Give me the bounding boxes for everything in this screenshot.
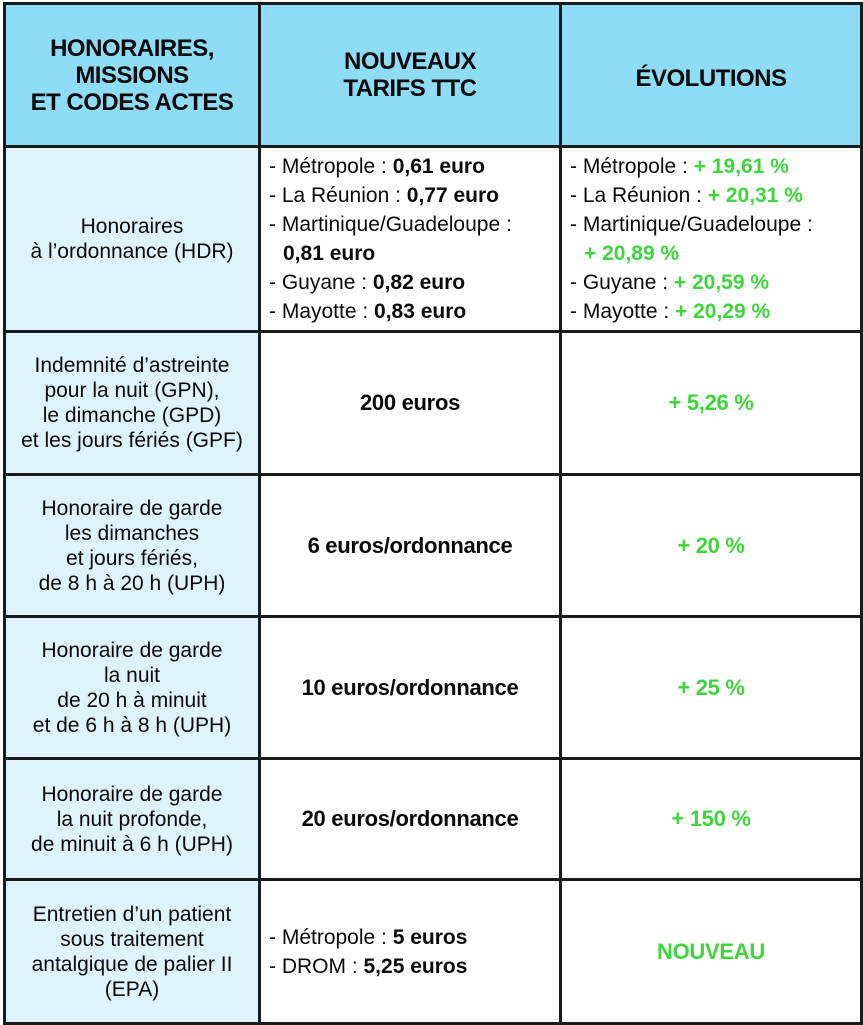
label-line: et jours fériés, [66, 546, 198, 570]
tarif-value: 5,25 euros [363, 954, 468, 978]
label-line: pour la nuit (GPN), [44, 379, 220, 402]
list-item [269, 239, 555, 268]
header-line: ÉVOLUTIONS [635, 65, 787, 92]
evolution-value: + 20 % [561, 475, 862, 617]
header-line: TARIFS TTC [343, 75, 477, 102]
list-item [269, 152, 555, 181]
evolution-value: + 20,29 % [675, 300, 771, 323]
label-line: antalgique de palier II [31, 952, 233, 976]
evolution-value: + 150 % [561, 759, 862, 880]
label-line: la nuit [103, 663, 161, 687]
region-label: - Mayotte : [570, 300, 676, 323]
tarif-value: 0,82 euro [372, 271, 466, 294]
list-item [570, 268, 856, 297]
label-line: Entretien d’un patient [32, 902, 232, 926]
label-line: à l’ordonnance (HDR) [30, 240, 234, 263]
list-item [269, 923, 555, 952]
table-row [5, 617, 862, 759]
region-label: - Mayotte : [269, 300, 375, 323]
tarif-value: 5 euros [392, 925, 468, 949]
row-label [5, 617, 260, 759]
region-label: - Martinique/Guadeloupe : [570, 213, 813, 236]
tarif-value: 0,77 euro [406, 184, 499, 207]
label-line: le dimanche (GPD) [42, 404, 222, 427]
tarif-value: 10 euros/ordonnance [260, 617, 561, 759]
label-line: de 8 h à 20 h (UPH) [38, 571, 226, 595]
header-honoraires [5, 4, 260, 147]
label-line: sous traitement [60, 927, 204, 951]
label-line: (EPA) [104, 977, 160, 1001]
list-item [269, 297, 555, 326]
list-item [570, 297, 856, 326]
label-line: Honoraire de garde [41, 638, 223, 662]
list-item [269, 952, 555, 981]
region-label: - Guyane : [570, 271, 674, 294]
region-label: - Martinique/Guadeloupe : [269, 213, 512, 236]
list-item [269, 181, 555, 210]
evolution-value: + 5,26 % [561, 332, 862, 475]
row-label [5, 759, 260, 880]
list-item [570, 210, 856, 239]
tariff-table-container [3, 2, 860, 1022]
header-evolutions [561, 4, 862, 147]
tariff-table [3, 2, 863, 1025]
tarif-value: 200 euros [260, 332, 561, 475]
region-label: - Métropole : [269, 925, 393, 949]
tarif-list [260, 147, 561, 332]
label-line: et de 6 h à 8 h (UPH) [32, 713, 232, 737]
label-line: Honoraire de garde [41, 782, 223, 806]
region-label: - Guyane : [269, 271, 373, 294]
header-line: NOUVEAUX [343, 48, 477, 75]
evolution-value: + 25 % [561, 617, 862, 759]
label-line: et les jours fériés (GPF) [21, 429, 243, 452]
label-line: Honoraire de garde [41, 496, 223, 520]
evolution-value: + 20,89 % [584, 242, 680, 265]
list-item [570, 152, 856, 181]
table-row [5, 475, 862, 617]
evolution-list [561, 147, 862, 332]
evolution-value: + 19,61 % [693, 155, 789, 178]
label-line: la nuit profonde, [56, 807, 208, 831]
evolution-value: + 20,31 % [707, 184, 803, 207]
list-item [570, 181, 856, 210]
header-tarifs [260, 4, 561, 147]
tarif-value: 6 euros/ordonnance [260, 475, 561, 617]
table-row [5, 880, 862, 1024]
evolution-value: NOUVEAU [561, 880, 862, 1024]
table-row [5, 759, 862, 880]
row-label [5, 475, 260, 617]
row-label [5, 880, 260, 1024]
label-line: les dimanches [64, 521, 200, 545]
header-line: MISSIONS [75, 61, 189, 89]
row-label [5, 332, 260, 475]
header-line: ET CODES ACTES [30, 88, 234, 116]
header-row [5, 4, 862, 147]
tarif-value: 0,61 euro [392, 155, 485, 178]
label-line: Honoraires [80, 215, 184, 238]
tarif-value: 0,83 euro [374, 300, 467, 323]
label-line: de minuit à 6 h (UPH) [31, 832, 233, 856]
row-label [5, 147, 260, 332]
label-line: de 20 h à minuit [57, 688, 207, 712]
region-label: - Métropole : [269, 155, 393, 178]
table-row [5, 147, 862, 332]
region-label: - La Réunion : [269, 184, 407, 207]
tarif-value: 0,81 euro [283, 242, 376, 265]
region-label: - DROM : [269, 954, 364, 978]
header-line: HONORAIRES, [50, 34, 214, 62]
list-item [269, 210, 555, 239]
region-label: - La Réunion : [570, 184, 708, 207]
label-line: Indemnité d’astreinte [34, 354, 230, 377]
list-item [269, 268, 555, 297]
tarif-list [260, 880, 561, 1024]
table-row [5, 332, 862, 475]
list-item [570, 239, 856, 268]
region-label: - Métropole : [570, 155, 694, 178]
evolution-value: + 20,59 % [673, 271, 770, 294]
tarif-value: 20 euros/ordonnance [260, 759, 561, 880]
